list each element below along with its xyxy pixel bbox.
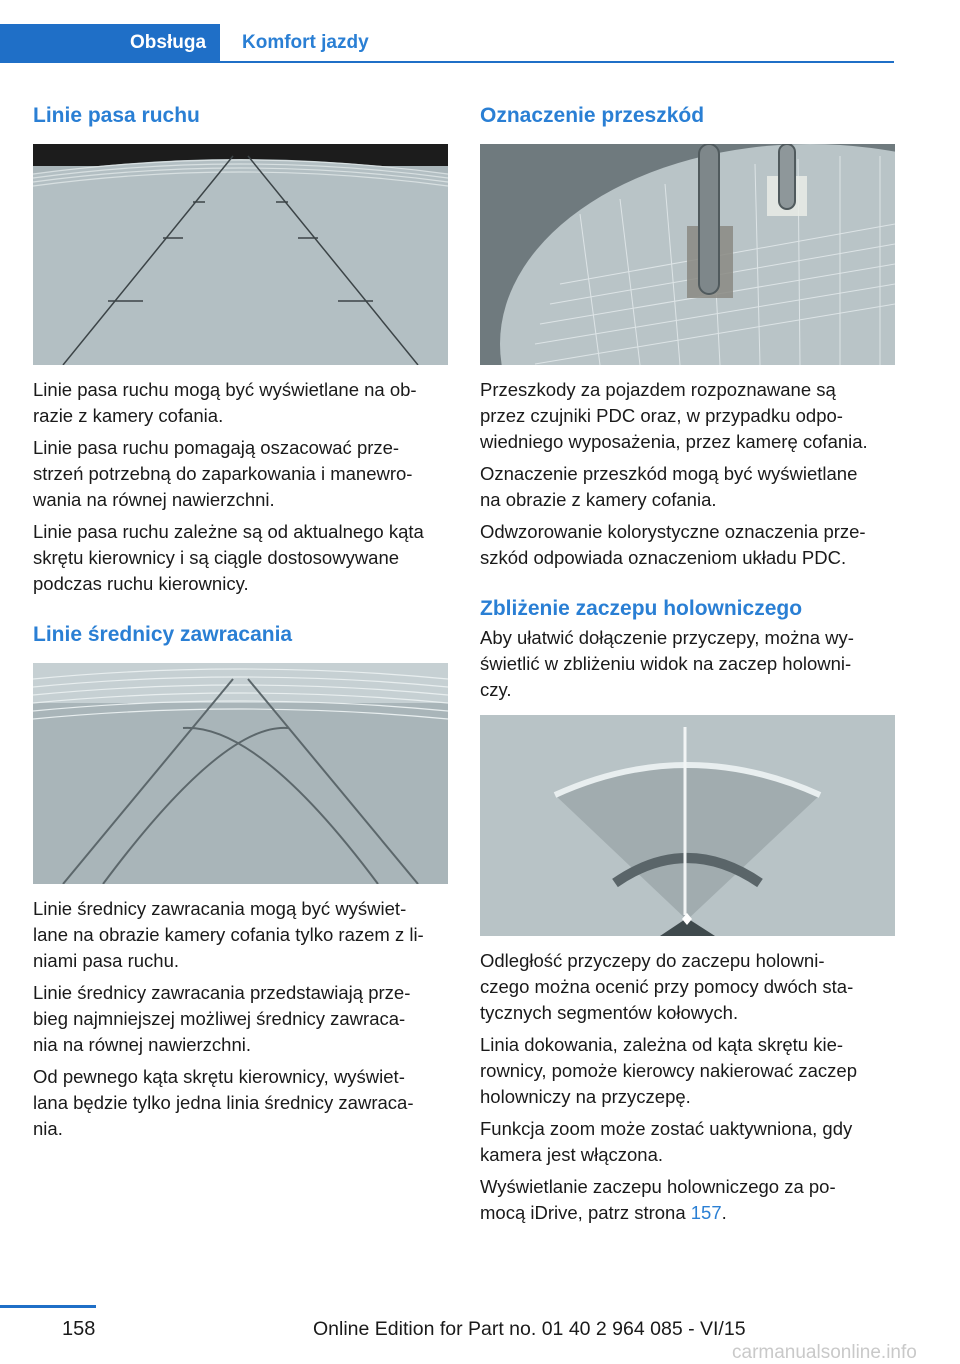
turning-circle-para-2: Linie średnicy zawracania przedstawiają prze- bieg najmniejszej możliwej średnicy zawraca- nia na równej nawierzchni. bbox=[33, 982, 411, 1055]
towbar-zoom-image bbox=[480, 715, 895, 936]
heading-lane-lines: Linie pasa ruchu bbox=[33, 104, 200, 127]
tab-obsluga[interactable]: Obsługa bbox=[0, 24, 220, 61]
edition-text: Online Edition for Part no. 01 40 2 964 085 - VI/15 bbox=[313, 1318, 746, 1340]
towbar-para-5 bbox=[480, 1174, 895, 1226]
heading-towbar-zoom: Zbliżenie zaczepu holowniczego bbox=[480, 597, 803, 620]
heading-obstacle-marking: Oznaczenie przeszkód bbox=[480, 104, 705, 127]
towbar-para-2: Odległość przyczepy do zaczepu holowni- czego można ocenić przy pomocy dwóch sta- tycznych segmentów kołowych. bbox=[480, 950, 854, 1023]
header-tabs bbox=[0, 24, 894, 63]
towbar-para-5-period: . bbox=[721, 1202, 727, 1223]
lane-lines-image bbox=[33, 144, 448, 365]
right-column bbox=[480, 100, 895, 1226]
turning-circle-image bbox=[33, 663, 448, 884]
turning-circle-para-1: Linie średnicy zawracania mogą być wyświet- lane na obrazie kamery cofania tylko razem z li- niami pasa ruchu. bbox=[33, 898, 424, 971]
heading-turning-circle: Linie średnicy zawracania bbox=[33, 623, 293, 646]
watermark: carmanualsonline.info bbox=[732, 1342, 917, 1363]
towbar-para-5-text: Wyświetlanie zaczepu holowniczego za po- mocą iDrive, patrz strona bbox=[480, 1176, 836, 1223]
tab-komfort-jazdy[interactable]: Komfort jazdy bbox=[242, 32, 369, 53]
towbar-para-4: Funkcja zoom może zostać uaktywniona, gdy kamera jest włączona. bbox=[480, 1118, 853, 1165]
left-column bbox=[33, 100, 448, 1142]
page-link-157[interactable]: 157 bbox=[690, 1202, 722, 1223]
turning-circle-para-3: Od pewnego kąta skrętu kierownicy, wyświet- lana będzie tylko jedna linia średnicy zawraca- nia. bbox=[33, 1066, 414, 1139]
obstacle-para-3: Odwzorowanie kolorystyczne oznaczenia prze- szkód odpowiada oznaczeniom układu PDC. bbox=[480, 521, 866, 568]
page-number: 158 bbox=[62, 1318, 96, 1340]
obstacle-para-1: Przeszkody za pojazdem rozpoznawane są przez czujniki PDC oraz, w przypadku odpo- wiedniego wyposażenia, przez kamerę cofania. bbox=[480, 379, 868, 452]
lane-lines-para-1: Linie pasa ruchu mogą być wyświetlane na ob- razie z kamery cofania. bbox=[33, 379, 417, 426]
lane-lines-para-2: Linie pasa ruchu pomagają oszacować prze- strzeń potrzebną do zaparkowania i manewro- wania na równej nawierzchni. bbox=[33, 437, 413, 510]
footer-accent-line bbox=[0, 1305, 96, 1308]
obstacle-para-2: Oznaczenie przeszkód mogą być wyświetlane na obrazie z kamery cofania. bbox=[480, 463, 858, 510]
obstacle-marking-image bbox=[480, 144, 895, 365]
lane-lines-para-3: Linie pasa ruchu zależne są od aktualnego kąta skrętu kierownicy i są ciągle dostosowywane podczas ruchu kierownicy. bbox=[33, 521, 424, 594]
towbar-para-3: Linia dokowania, zależna od kąta skrętu kie- rownicy, pomoże kierowcy nakierować zaczep holowniczy na przyczepę. bbox=[480, 1034, 858, 1107]
towbar-para-1: Aby ułatwić dołączenie przyczepy, można wy- świetlić w zbliżeniu widok na zaczep holowni- czy. bbox=[480, 627, 854, 700]
